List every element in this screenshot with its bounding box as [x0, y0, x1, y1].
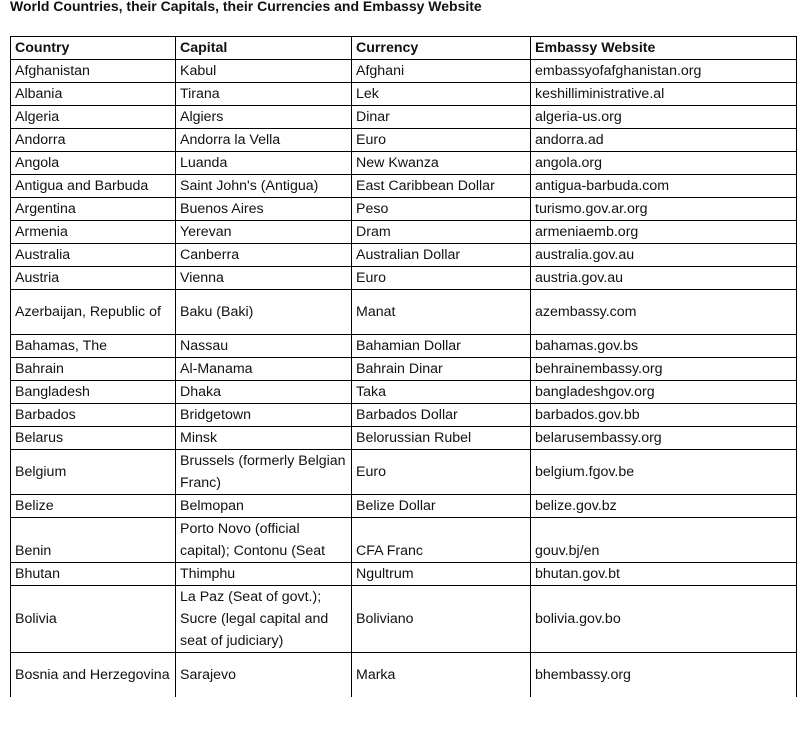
currency-cell: Euro: [352, 267, 531, 290]
capital-cell: Minsk: [176, 427, 352, 450]
website-cell: algeria-us.org: [531, 106, 797, 129]
country-cell: Belarus: [11, 427, 176, 450]
website-cell: bhembassy.org: [531, 653, 797, 698]
capital-cell: Luanda: [176, 152, 352, 175]
table-header-row: [11, 37, 797, 60]
website-cell: behrainembassy.org: [531, 358, 797, 381]
currency-cell: Manat: [352, 290, 531, 335]
capital-cell: Vienna: [176, 267, 352, 290]
currency-cell: CFA Franc: [352, 518, 531, 563]
table-row: [11, 267, 797, 290]
currency-cell: East Caribbean Dollar: [352, 175, 531, 198]
table-row: [11, 152, 797, 175]
country-cell: Azerbaijan, Republic of: [11, 290, 176, 335]
country-cell: Belgium: [11, 450, 176, 495]
table-row: [11, 404, 797, 427]
country-cell: Benin: [11, 518, 176, 563]
currency-cell: Belorussian Rubel: [352, 427, 531, 450]
country-cell: Belize: [11, 495, 176, 518]
website-cell: angola.org: [531, 152, 797, 175]
capital-cell: Yerevan: [176, 221, 352, 244]
header-capital: Capital: [176, 37, 352, 60]
website-cell: belize.gov.bz: [531, 495, 797, 518]
table-row: [11, 563, 797, 586]
table-row: [11, 653, 797, 698]
table-row: [11, 60, 797, 83]
country-cell: Bahrain: [11, 358, 176, 381]
currency-cell: Lek: [352, 83, 531, 106]
currency-cell: Ngultrum: [352, 563, 531, 586]
currency-cell: Peso: [352, 198, 531, 221]
currency-cell: Bahamian Dollar: [352, 335, 531, 358]
table-row: [11, 290, 797, 335]
table-row: [11, 518, 797, 563]
table-row: [11, 335, 797, 358]
website-cell: keshilliministrative.al: [531, 83, 797, 106]
website-cell: bangladeshgov.org: [531, 381, 797, 404]
capital-cell: Porto Novo (official capital); Contonu (Seat: [176, 518, 352, 563]
currency-cell: New Kwanza: [352, 152, 531, 175]
capital-cell: Baku (Baki): [176, 290, 352, 335]
capital-cell: Belmopan: [176, 495, 352, 518]
country-cell: Bosnia and Herzegovina: [11, 653, 176, 698]
country-cell: Afghanistan: [11, 60, 176, 83]
table-row: [11, 83, 797, 106]
currency-cell: Dram: [352, 221, 531, 244]
website-cell: embassyofafghanistan.org: [531, 60, 797, 83]
country-cell: Bolivia: [11, 586, 176, 653]
capital-cell: La Paz (Seat of govt.); Sucre (legal capital and seat of judiciary): [176, 586, 352, 653]
country-cell: Argentina: [11, 198, 176, 221]
country-cell: Albania: [11, 83, 176, 106]
currency-cell: Marka: [352, 653, 531, 698]
table-row: [11, 450, 797, 495]
table-row: [11, 244, 797, 267]
countries-table: [10, 36, 797, 697]
currency-cell: Dinar: [352, 106, 531, 129]
website-cell: belgium.fgov.be: [531, 450, 797, 495]
website-cell: gouv.bj/en: [531, 518, 797, 563]
website-cell: bahamas.gov.bs: [531, 335, 797, 358]
table-row: [11, 358, 797, 381]
table-row: [11, 586, 797, 653]
document-title: World Countries, their Capitals, their Currencies and Embassy Website: [10, 0, 482, 14]
capital-cell: Canberra: [176, 244, 352, 267]
currency-cell: Euro: [352, 450, 531, 495]
capital-cell: Tirana: [176, 83, 352, 106]
header-embassy-website: Embassy Website: [531, 37, 797, 60]
country-cell: Angola: [11, 152, 176, 175]
website-cell: armeniaemb.org: [531, 221, 797, 244]
currency-cell: Taka: [352, 381, 531, 404]
country-cell: Armenia: [11, 221, 176, 244]
country-cell: Bangladesh: [11, 381, 176, 404]
capital-cell: Thimphu: [176, 563, 352, 586]
website-cell: bhutan.gov.bt: [531, 563, 797, 586]
capital-cell: Andorra la Vella: [176, 129, 352, 152]
website-cell: belarusembassy.org: [531, 427, 797, 450]
table-row: [11, 495, 797, 518]
currency-cell: Barbados Dollar: [352, 404, 531, 427]
website-cell: azembassy.com: [531, 290, 797, 335]
header-currency: Currency: [352, 37, 531, 60]
table-row: [11, 106, 797, 129]
currency-cell: Afghani: [352, 60, 531, 83]
country-cell: Andorra: [11, 129, 176, 152]
capital-cell: Al-Manama: [176, 358, 352, 381]
currency-cell: Bahrain Dinar: [352, 358, 531, 381]
website-cell: bolivia.gov.bo: [531, 586, 797, 653]
website-cell: andorra.ad: [531, 129, 797, 152]
website-cell: austria.gov.au: [531, 267, 797, 290]
capital-cell: Algiers: [176, 106, 352, 129]
website-cell: antigua-barbuda.com: [531, 175, 797, 198]
website-cell: barbados.gov.bb: [531, 404, 797, 427]
table-row: [11, 198, 797, 221]
capital-cell: Sarajevo: [176, 653, 352, 698]
capital-cell: Nassau: [176, 335, 352, 358]
table-row: [11, 427, 797, 450]
country-cell: Australia: [11, 244, 176, 267]
table-row: [11, 175, 797, 198]
country-cell: Bhutan: [11, 563, 176, 586]
currency-cell: Australian Dollar: [352, 244, 531, 267]
currency-cell: Euro: [352, 129, 531, 152]
capital-cell: Saint John's (Antigua): [176, 175, 352, 198]
country-cell: Algeria: [11, 106, 176, 129]
currency-cell: Belize Dollar: [352, 495, 531, 518]
capital-cell: Buenos Aires: [176, 198, 352, 221]
website-cell: australia.gov.au: [531, 244, 797, 267]
capital-cell: Brussels (formerly Belgian Franc): [176, 450, 352, 495]
table-row: [11, 381, 797, 404]
currency-cell: Boliviano: [352, 586, 531, 653]
capital-cell: Kabul: [176, 60, 352, 83]
header-country: Country: [11, 37, 176, 60]
countries-table-container: [10, 36, 797, 697]
capital-cell: Bridgetown: [176, 404, 352, 427]
country-cell: Barbados: [11, 404, 176, 427]
table-row: [11, 129, 797, 152]
website-cell: turismo.gov.ar.org: [531, 198, 797, 221]
country-cell: Bahamas, The: [11, 335, 176, 358]
capital-cell: Dhaka: [176, 381, 352, 404]
table-row: [11, 221, 797, 244]
country-cell: Austria: [11, 267, 176, 290]
country-cell: Antigua and Barbuda: [11, 175, 176, 198]
